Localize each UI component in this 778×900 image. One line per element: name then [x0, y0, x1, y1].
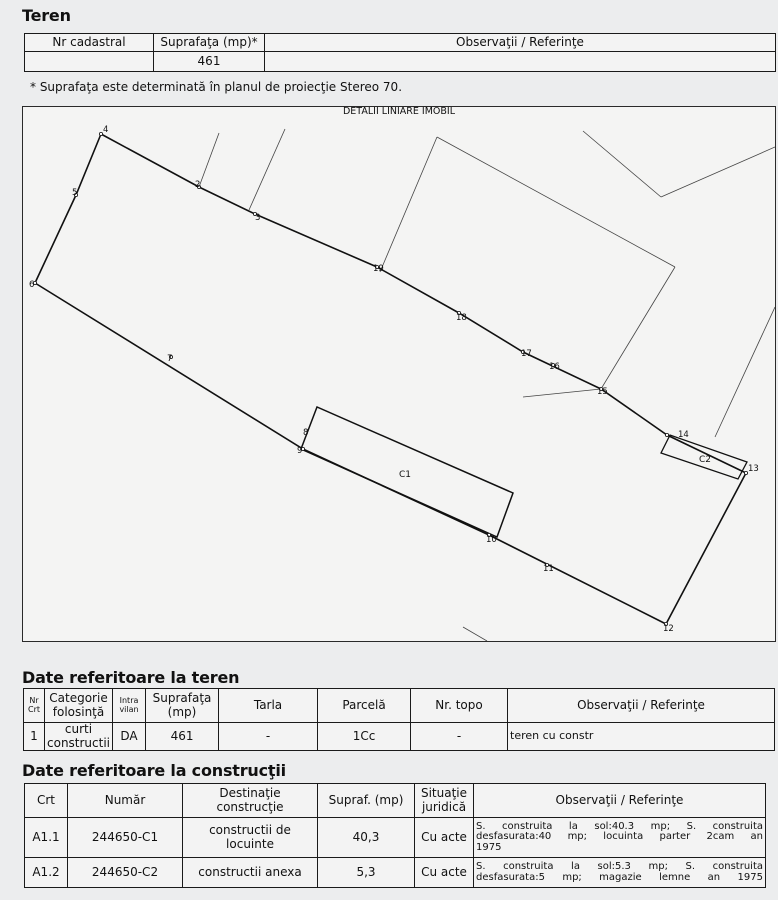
section-title-teren: Teren [22, 6, 71, 25]
cell-suprafata-ref: 461 [146, 723, 219, 751]
header-numar: Număr [68, 784, 183, 818]
parcel-plan [22, 106, 776, 642]
point-label: 11 [543, 564, 554, 574]
neighbour-lines [199, 129, 775, 641]
header-nr-cadastral: Nr cadastral [25, 34, 154, 52]
building-label-c2: C2 [699, 455, 712, 465]
header-nr-crt: Nr Crt [24, 689, 45, 723]
table-row [25, 818, 766, 858]
header-nr-topo: Nr. topo [411, 689, 508, 723]
point-label: 3 [255, 213, 261, 223]
cell-numar: 244650-C1 [68, 818, 183, 858]
header-parcela: Parcelă [318, 689, 411, 723]
obs-line: S. construita la sol:40.3 mp; S. construita [476, 820, 763, 832]
cell-crt: A1.2 [25, 858, 68, 888]
point-label: 4 [103, 125, 109, 135]
header-tarla: Tarla [219, 689, 318, 723]
header-observatii: Observaţii / Referinţe [265, 34, 776, 52]
plan-title: DETALII LINIARE IMOBIL [342, 106, 455, 117]
header-suprafata-ref: Suprafaţa (mp) [146, 689, 219, 723]
obs-line: 1975 [476, 841, 502, 853]
header-categorie: Categorie folosinţă [45, 689, 113, 723]
obs-line: desfasurata:40 mp; locuinta parter 2cam an [476, 831, 763, 843]
header-observatii-ref: Observaţii / Referinţe [508, 689, 775, 723]
teren-footnote: * Suprafaţa este determinată în planul de proiecţie Stereo 70. [30, 80, 403, 94]
table-row [25, 858, 766, 888]
cell-intravilan: DA [113, 723, 146, 751]
header-destinatie: Destinaţie construcţie [183, 784, 318, 818]
vertex-markers [33, 132, 747, 625]
point-label: 19 [373, 264, 384, 274]
header-situatie: Situaţie juridică [415, 784, 474, 818]
header-observatii-constr: Observaţii / Referinţe [474, 784, 766, 818]
point-labels [29, 125, 759, 634]
point-label: 17 [521, 349, 532, 359]
plan-drawing [23, 107, 775, 641]
header-crt: Crt [25, 784, 68, 818]
cell-observatii [265, 52, 776, 72]
point-label: 7 [167, 354, 173, 364]
cell-suprafata: 461 [154, 52, 265, 72]
cell-destinatie: constructii de locuinte [183, 818, 318, 858]
cell-destinatie: constructii anexa [183, 858, 318, 888]
cell-nr-crt: 1 [24, 723, 45, 751]
teren-table [24, 33, 776, 72]
cell-observatii-constr [474, 858, 766, 888]
cell-observatii-ref: teren cu constr [508, 723, 775, 751]
cell-tarla: - [219, 723, 318, 751]
cell-nr-cadastral [25, 52, 154, 72]
cell-supraf: 40,3 [318, 818, 415, 858]
obs-line: S. construita la sol:5.3 mp; S. construita [476, 861, 763, 872]
point-label: 16 [549, 362, 560, 372]
parcel-boundary [35, 134, 746, 624]
point-label: 13 [748, 464, 759, 474]
section-title-teren-ref: Date referitoare la teren [22, 668, 240, 687]
cell-situatie: Cu acte [415, 818, 474, 858]
point-label: 14 [678, 430, 689, 440]
cell-parcela: 1Cc [318, 723, 411, 751]
header-supraf: Supraf. (mp) [318, 784, 415, 818]
point-label: 12 [663, 624, 674, 634]
point-label: 10 [486, 535, 497, 545]
cell-crt: A1.1 [25, 818, 68, 858]
point-label: 8 [303, 428, 309, 438]
cell-numar: 244650-C2 [68, 858, 183, 888]
point-label: 9 [297, 446, 303, 456]
section-title-constructii: Date referitoare la construcţii [22, 761, 286, 780]
header-intravilan: Intra vilan [113, 689, 146, 723]
constructii-table [24, 783, 766, 888]
obs-line: desfasurata:5 mp; magazie lemne an 1975 [476, 871, 763, 883]
cell-categorie: curti constructii [45, 723, 113, 751]
cell-situatie: Cu acte [415, 858, 474, 888]
cell-observatii-constr [474, 818, 766, 858]
point-label: 6 [29, 280, 35, 290]
point-label: 18 [456, 313, 467, 323]
header-suprafata: Suprafaţa (mp)* [154, 34, 265, 52]
teren-ref-table [23, 688, 775, 751]
point-label: 5 [72, 188, 78, 198]
point-label: 15 [597, 387, 608, 397]
cell-nr-topo: - [411, 723, 508, 751]
cell-supraf: 5,3 [318, 858, 415, 888]
point-label: 2 [195, 180, 201, 190]
building-label-c1: C1 [399, 470, 412, 480]
